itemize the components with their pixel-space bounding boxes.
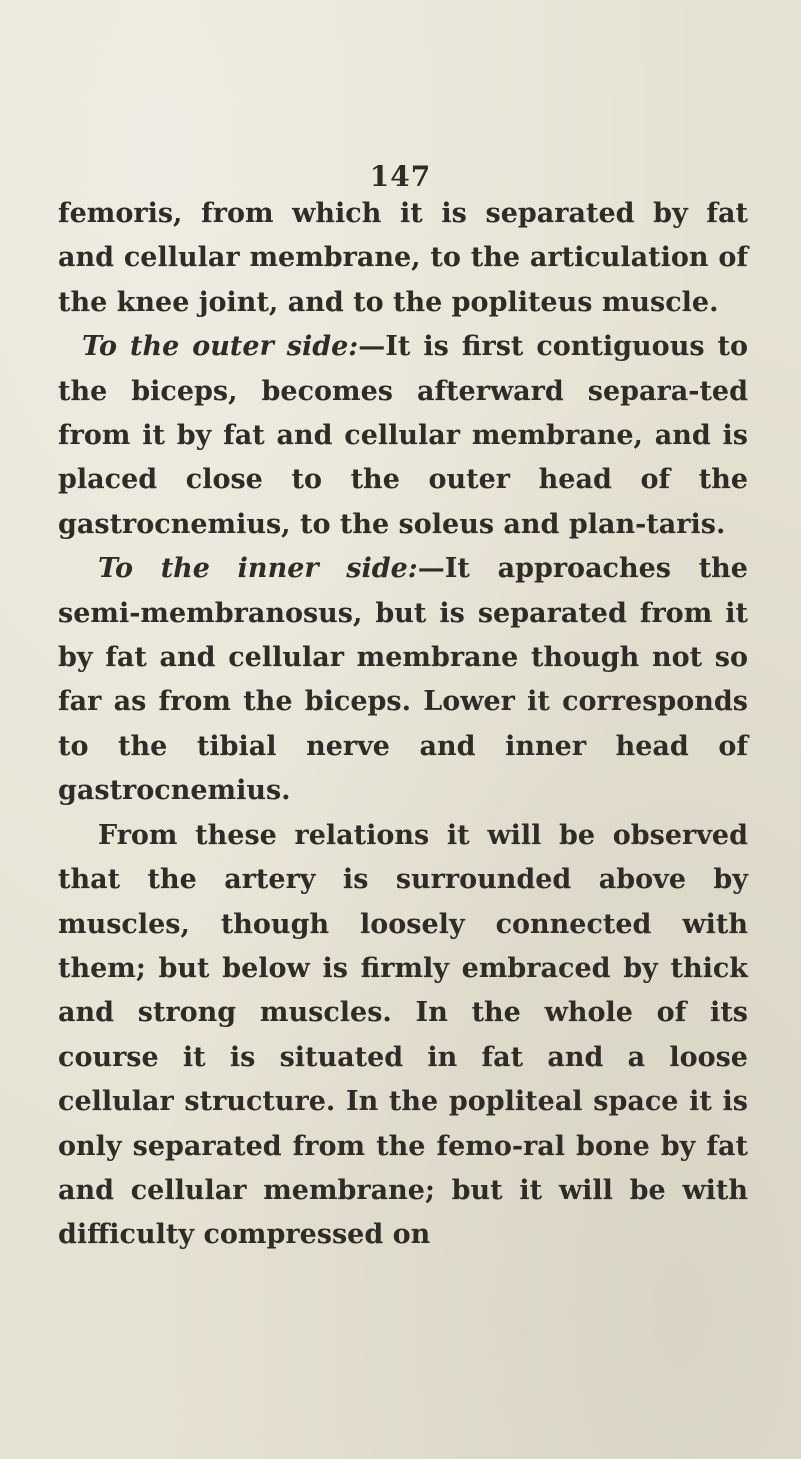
paragraph-4 [58, 814, 748, 1258]
paragraph-4-text: From these relations it will be observed that the artery is surrounded above by muscles, though loosely connected with them; but below is firmly embraced by thick and strong muscles. In the whole of its course it is situated in fat and a loose cellular structure. In the popliteal space it is only separated from the femo-ral bone by fat and cellular membrane; but it will be with difficulty compressed on [58, 819, 748, 1251]
paragraph-3 [58, 547, 748, 813]
paragraph-1-text: femoris, from which it is separated by fat and cellular membrane, to the articulation of the knee joint, and to the popliteus muscle. [58, 198, 748, 318]
page-number: 147 [369, 160, 432, 193]
paragraph-3-lead: To the inner side: [98, 553, 418, 585]
paragraph-1 [58, 192, 748, 325]
body-text [58, 192, 748, 1258]
paragraph-2-text: —It is first contiguous to the biceps, becomes afterward separa-ted from it by fat and cellular membrane, and is placed close to the outer head of the gastrocnemius, to the soleus and plan-taris. [58, 331, 748, 540]
paragraph-3-text: —It approaches the semi-membranosus, but is separated from it by fat and cellular membrane though not so far as from the biceps. Lower it corresponds to the tibial nerve and inner head of gastrocnemius. [58, 553, 748, 807]
paragraph-2 [58, 325, 748, 547]
paragraph-2-lead: To the outer side: [82, 331, 359, 363]
